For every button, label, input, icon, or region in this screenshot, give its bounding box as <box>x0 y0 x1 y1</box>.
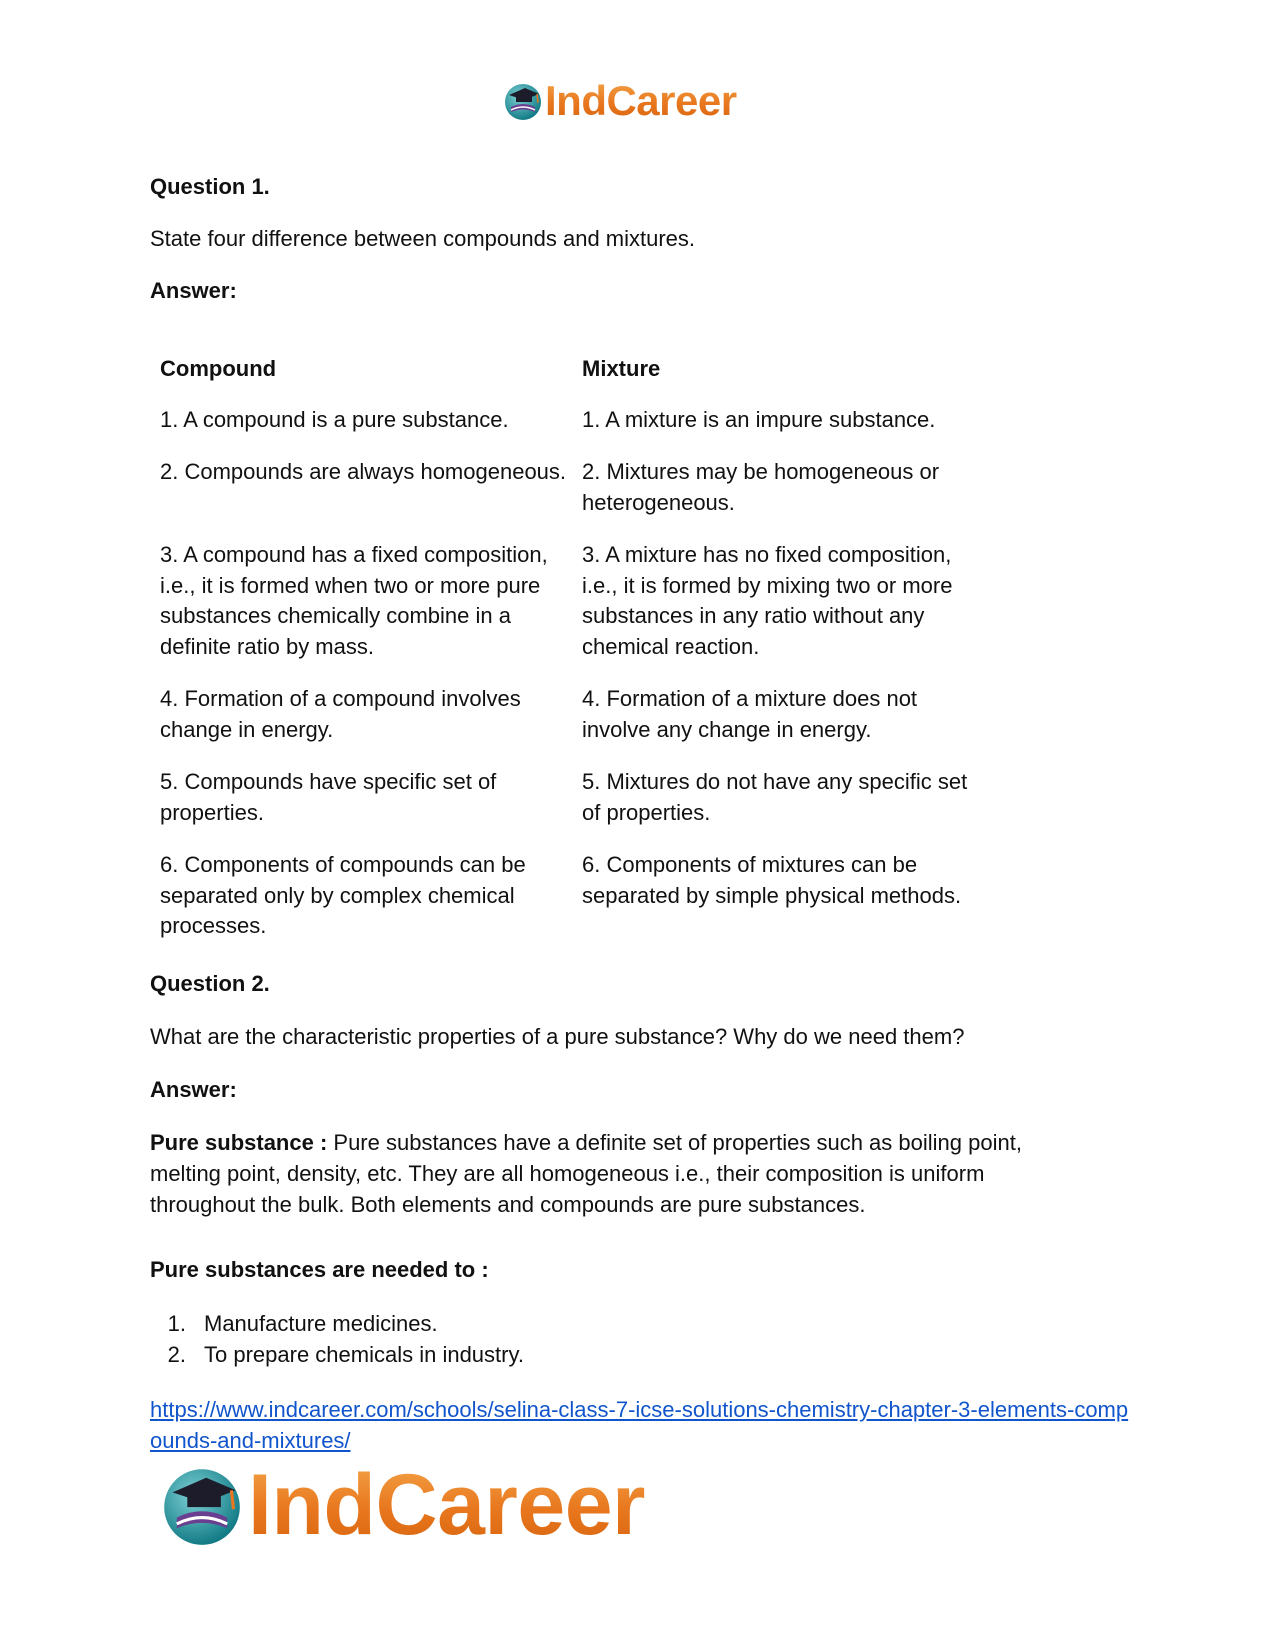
table-cell-compound: 2. Compounds are always homogeneous. <box>160 459 567 484</box>
indcareer-logo-bottom <box>160 1457 645 1553</box>
list-item-text: To prepare chemicals in industry. <box>204 1342 524 1367</box>
list-item-text: Manufacture medicines. <box>204 1311 438 1336</box>
table-header-row <box>160 354 980 385</box>
table-row <box>160 405 980 436</box>
graduation-cap-globe-icon <box>160 1463 244 1547</box>
table-cell-mixture: 2. Mixtures may be homogeneous or heterogeneous. <box>582 459 940 515</box>
question-2-title: Question 2. <box>150 971 270 996</box>
table-cell-mixture: 6. Components of mixtures can be separated by simple physical methods. <box>582 852 962 908</box>
question-2-answer-label: Answer: <box>150 1077 237 1102</box>
table-cell-compound: 1. A compound is a pure substance. <box>160 406 509 432</box>
pure-substance-text: Pure substances have a definite set of properties such as boiling point, melting point, density, etc. They are all homogeneous i.e., their composition is uniform throughout the bulk. Both elements and compounds are pure substances. <box>150 1130 1022 1217</box>
table-cell-mixture: 1. A mixture is an impure substance. <box>582 406 936 432</box>
table-row <box>160 457 980 518</box>
question-1-text: State four difference between compounds and mixtures. <box>150 226 696 251</box>
table-row <box>160 540 980 662</box>
question-1-answer-label: Answer: <box>150 278 237 303</box>
list-item <box>150 1308 524 1339</box>
table-cell-mixture: 4. Formation of a mixture does not involve any change in energy. <box>582 686 918 742</box>
logo-text: IndCareer <box>248 1457 645 1553</box>
needed-list <box>150 1308 524 1370</box>
pure-substance-paragraph <box>150 1127 1070 1220</box>
table-cell-mixture: 5. Mixtures do not have any specific set of properties. <box>582 769 968 825</box>
table-cell-compound: 6. Components of compounds can be separated only by complex chemical processes. <box>160 852 526 938</box>
table-cell-compound: 4. Formation of a compound involves change in energy. <box>160 686 521 742</box>
list-item-number: 2. <box>167 1342 186 1367</box>
comparison-table <box>160 354 980 964</box>
table-cell-compound: 5. Compounds have specific set of properties. <box>160 769 497 825</box>
table-row <box>160 850 980 942</box>
source-link[interactable]: https://www.indcareer.com/schools/selina-class-7-icse-solutions-chemistry-chapter-3-elements-compounds-and-mixtures/ <box>150 1397 1129 1453</box>
table-row <box>160 684 980 745</box>
question-2-text: What are the characteristic properties of a pure substance? Why do we need them? <box>150 1024 965 1049</box>
table-header-compound: Compound <box>160 356 277 381</box>
graduation-cap-globe-icon <box>503 81 543 121</box>
needed-label: Pure substances are needed to : <box>150 1257 489 1282</box>
list-item-number: 1. <box>167 1311 186 1336</box>
pure-substance-label: Pure substance : <box>150 1130 328 1155</box>
table-cell-compound: 3. A compound has a fixed composition, i.e., it is formed when two or more pure substances chemically combine in a definite ratio by mass. <box>160 542 548 659</box>
question-1-title: Question 1. <box>150 174 270 199</box>
table-header-mixture: Mixture <box>582 356 661 381</box>
indcareer-logo-top <box>503 77 737 124</box>
list-item <box>150 1339 524 1370</box>
table-cell-mixture: 3. A mixture has no fixed composition, i.e., it is formed by mixing two or more substances in any ratio without any chemical reaction. <box>582 542 953 659</box>
table-row <box>160 767 980 828</box>
logo-text: IndCareer <box>545 77 737 124</box>
